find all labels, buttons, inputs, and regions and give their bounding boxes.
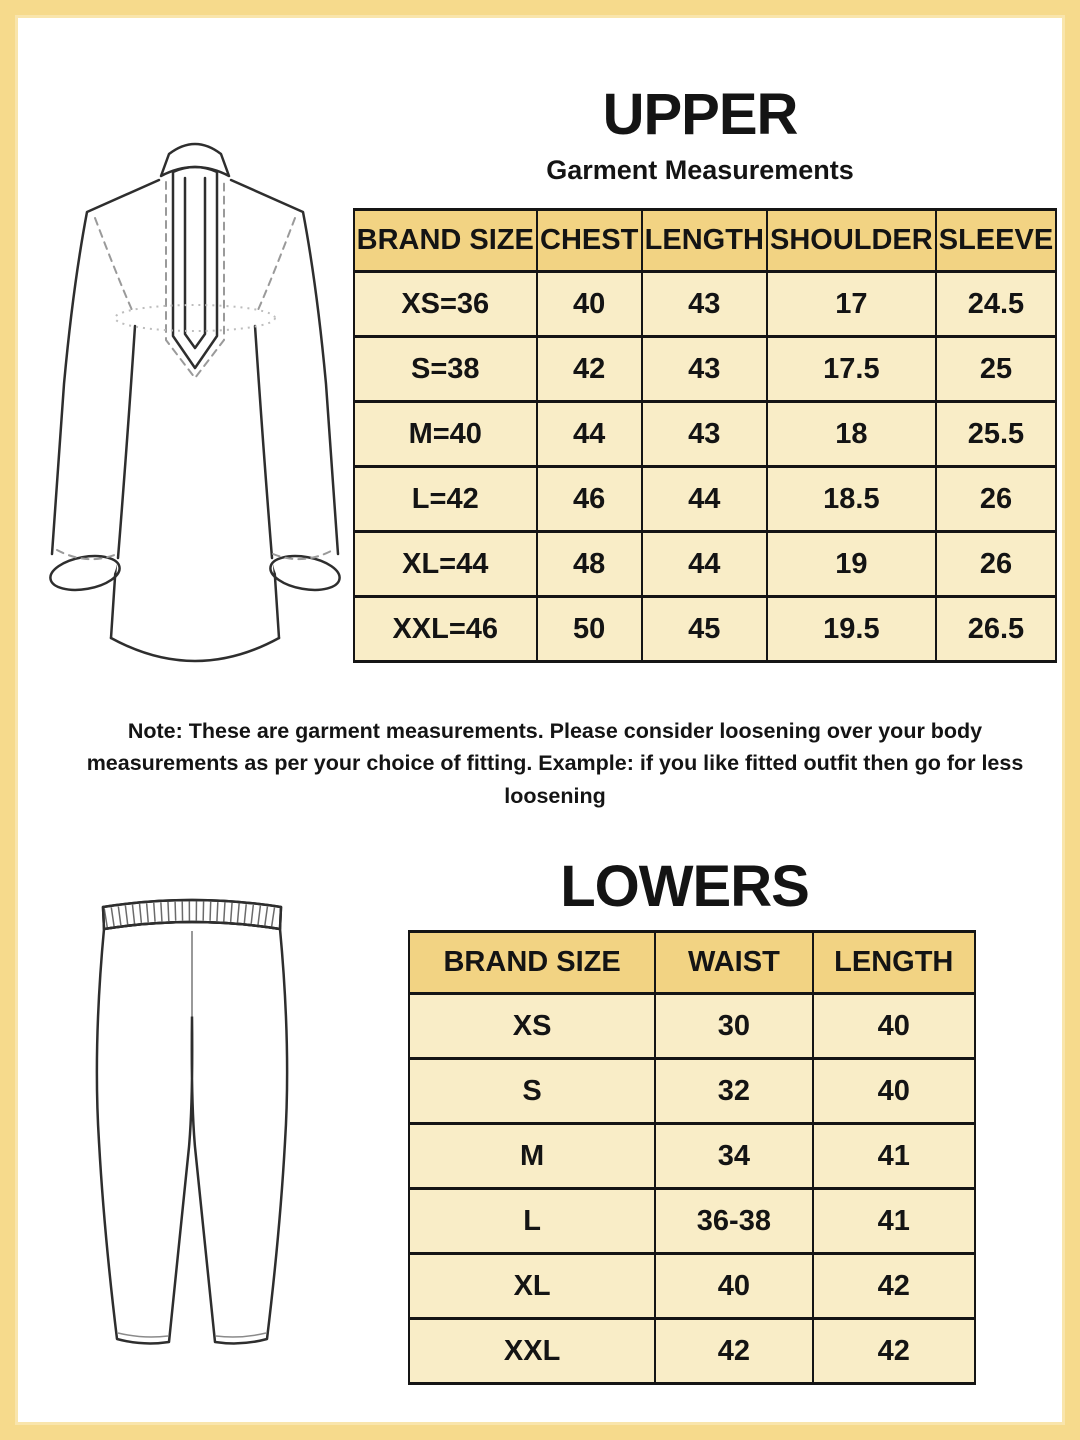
column-header-length: LENGTH xyxy=(642,210,767,272)
upper-section-subtitle: Garment Measurements xyxy=(546,155,854,185)
measurement-cell: 17 xyxy=(767,272,936,337)
size-cell: M xyxy=(409,1124,655,1189)
measurement-cell: 40 xyxy=(537,272,642,337)
table-row xyxy=(409,1189,975,1254)
measurement-cell: 40 xyxy=(813,994,975,1059)
size-cell: L=42 xyxy=(354,467,537,532)
measurement-cell: 42 xyxy=(537,337,642,402)
table-row xyxy=(409,1124,975,1189)
measurement-cell: 25 xyxy=(936,337,1056,402)
measurement-cell: 19.5 xyxy=(767,597,936,662)
measurement-cell: 45 xyxy=(642,597,767,662)
measurement-cell: 30 xyxy=(655,994,812,1059)
measurement-cell: 48 xyxy=(537,532,642,597)
table-row xyxy=(354,532,1056,597)
measurement-cell: 36-38 xyxy=(655,1189,812,1254)
table-header-row xyxy=(409,932,975,994)
measurement-cell: 25.5 xyxy=(936,402,1056,467)
measurement-cell: 24.5 xyxy=(936,272,1056,337)
column-header-length: LENGTH xyxy=(813,932,975,994)
table-row xyxy=(354,272,1056,337)
measurement-cell: 50 xyxy=(537,597,642,662)
measurement-cell: 42 xyxy=(655,1319,812,1384)
size-cell: XS xyxy=(409,994,655,1059)
measurement-cell: 41 xyxy=(813,1189,975,1254)
table-row xyxy=(409,1254,975,1319)
size-cell: L xyxy=(409,1189,655,1254)
table-row xyxy=(354,402,1056,467)
measurement-cell: 18 xyxy=(767,402,936,467)
measurement-cell: 44 xyxy=(537,402,642,467)
table-row xyxy=(354,467,1056,532)
measurement-note: Note: These are garment measurements. Please consider loosening over your body measurements as per your choice of fitting. Example: if you like fitted outfit then go for less loosening xyxy=(86,719,1024,808)
measurement-cell: 34 xyxy=(655,1124,812,1189)
size-cell: XXL xyxy=(409,1319,655,1384)
measurement-cell: 19 xyxy=(767,532,936,597)
column-header-shoulder: SHOULDER xyxy=(767,210,936,272)
size-cell: XL=44 xyxy=(354,532,537,597)
table-row xyxy=(409,994,975,1059)
lowers-measurements-table xyxy=(408,930,976,1385)
size-cell: S=38 xyxy=(354,337,537,402)
column-header-brand-size: BRAND SIZE xyxy=(409,932,655,994)
measurement-cell: 46 xyxy=(537,467,642,532)
measurement-cell: 44 xyxy=(642,532,767,597)
table-row xyxy=(409,1059,975,1124)
size-cell: XL xyxy=(409,1254,655,1319)
measurement-cell: 26 xyxy=(936,532,1056,597)
size-cell: XS=36 xyxy=(354,272,537,337)
size-cell: S xyxy=(409,1059,655,1124)
upper-measurements-table xyxy=(353,208,1057,663)
measurement-cell: 18.5 xyxy=(767,467,936,532)
measurement-cell: 26 xyxy=(936,467,1056,532)
table-header-row xyxy=(354,210,1056,272)
upper-section-title: UPPER xyxy=(602,82,798,147)
table-row xyxy=(354,597,1056,662)
kurta-illustration xyxy=(35,125,355,677)
measurement-cell: 42 xyxy=(813,1254,975,1319)
measurement-cell: 44 xyxy=(642,467,767,532)
table-row xyxy=(409,1319,975,1384)
pants-illustration xyxy=(87,887,297,1352)
size-cell: M=40 xyxy=(354,402,537,467)
column-header-brand-size: BRAND SIZE xyxy=(354,210,537,272)
measurement-cell: 17.5 xyxy=(767,337,936,402)
column-header-chest: CHEST xyxy=(537,210,642,272)
measurement-cell: 43 xyxy=(642,337,767,402)
measurement-cell: 42 xyxy=(813,1319,975,1384)
measurement-cell: 41 xyxy=(813,1124,975,1189)
measurement-cell: 43 xyxy=(642,272,767,337)
column-header-waist: WAIST xyxy=(655,932,812,994)
size-cell: XXL=46 xyxy=(354,597,537,662)
measurement-cell: 43 xyxy=(642,402,767,467)
table-row xyxy=(354,337,1056,402)
lowers-section-title: LOWERS xyxy=(560,854,809,919)
measurement-cell: 32 xyxy=(655,1059,812,1124)
measurement-cell: 40 xyxy=(813,1059,975,1124)
measurement-cell: 26.5 xyxy=(936,597,1056,662)
measurement-cell: 40 xyxy=(655,1254,812,1319)
column-header-sleeve: SLEEVE xyxy=(936,210,1056,272)
